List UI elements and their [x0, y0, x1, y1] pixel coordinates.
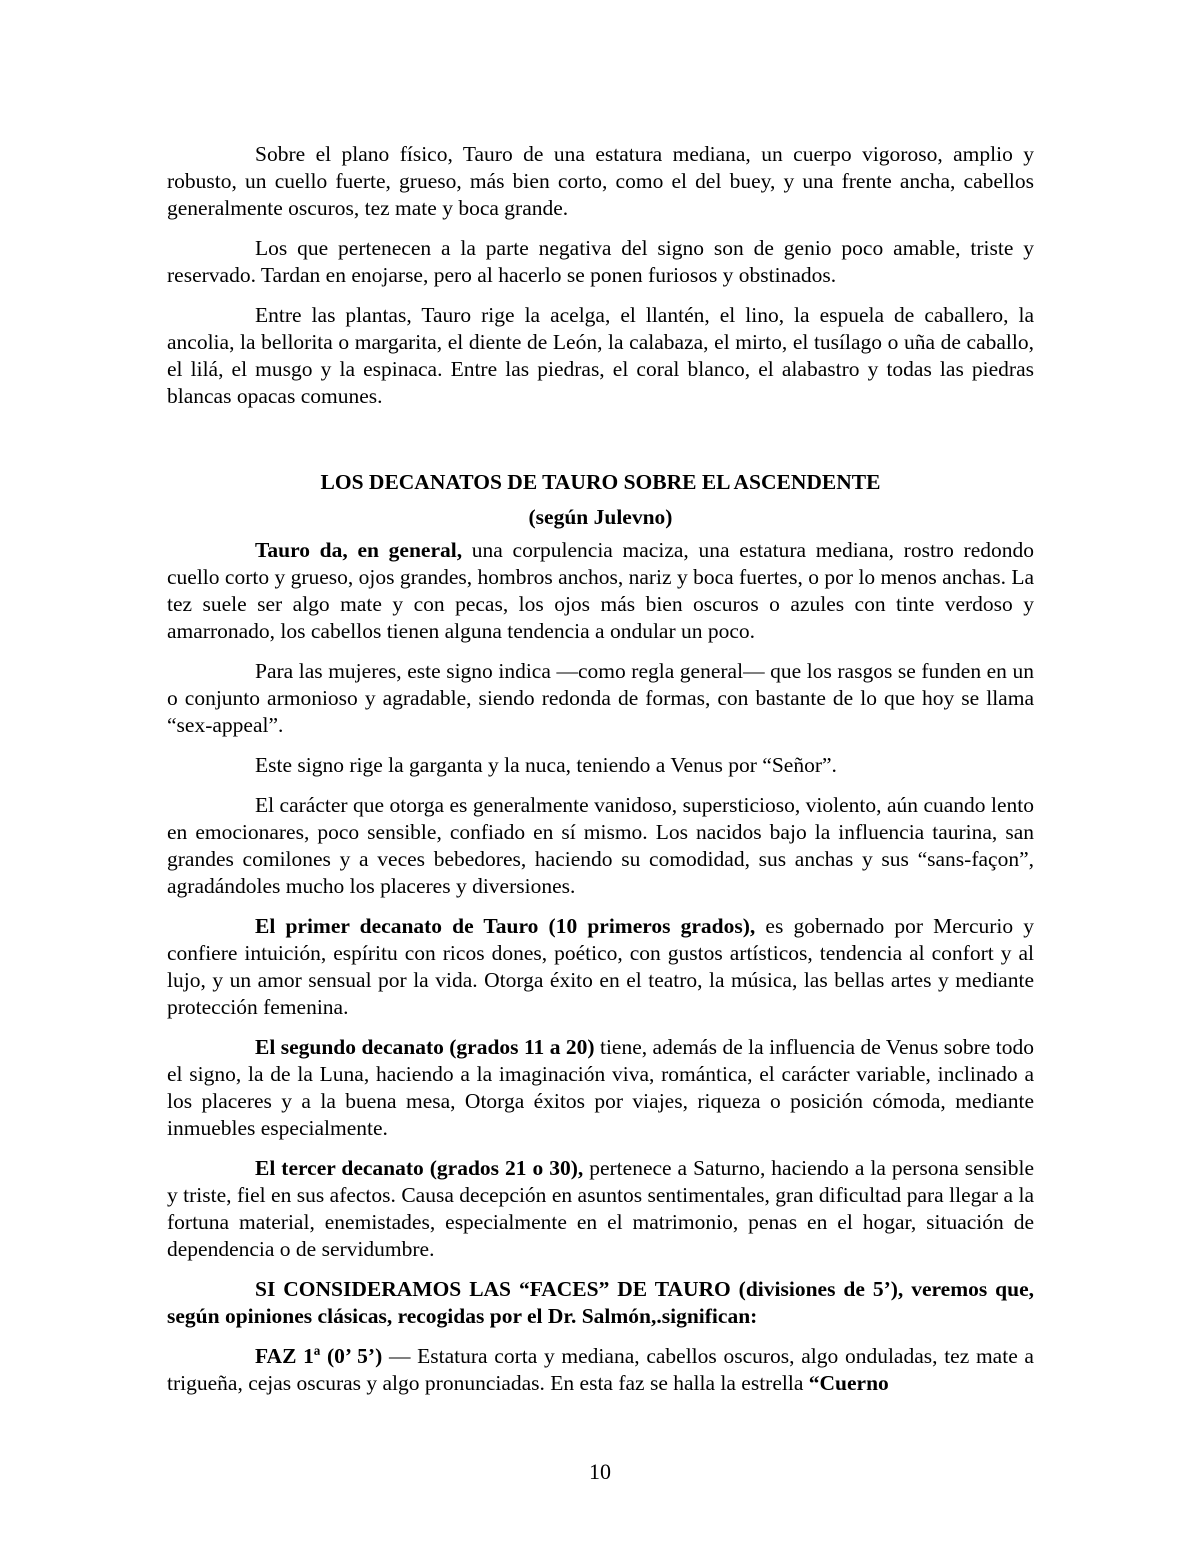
section-subtitle: (según Julevno)	[528, 505, 673, 529]
paragraph-women: Para las mujeres, este signo indica —como regla general— que los rasgos se funden en un o conjunto armonioso y agradable, siendo redonda de formas, con bastante de lo que hoy se llama “sex-appeal”.	[167, 659, 1034, 737]
first-decanate-text: es gobernado por Mercurio y confiere intuición, espíritu con ricos dones, poético, con gustos artísticos, tendencia al confort y al lujo, y un amor sensual por la vida. Otorga éxito en el teatro, la música, las bellas artes y mediante protección femenina.	[167, 914, 1034, 1019]
face-1-tail: “Cuerno	[808, 1371, 889, 1395]
second-decanate-lead: El segundo decanato (grados 11 a 20)	[255, 1035, 595, 1059]
paragraph-faces-intro: SI CONSIDERAMOS LAS “FACES” DE TAURO (divisiones de 5’), veremos que, según opiniones clásicas, recogidas por el Dr. Salmón,.significan:	[167, 1277, 1034, 1328]
paragraph-general-text: una corpulencia maciza, una estatura mediana, rostro redondo cuello corto y grueso, ojos grandes, hombros anchos, nariz y boca fuertes, o por lo menos anchas. La tez suele ser algo mate y con pecas, los ojos más bien oscuros o azules con tinte verdoso y amarronado, los cabellos tienen alguna tendencia a ondular un poco.	[167, 538, 1034, 643]
third-decanate-lead: El tercer decanato (grados 21 o 30),	[255, 1156, 584, 1180]
paragraph-rules: Este signo rige la garganta y la nuca, teniendo a Venus por “Señor”.	[255, 753, 837, 777]
paragraph-plants: Entre las plantas, Tauro rige la acelga, el llantén, el lino, la espuela de caballero, la ancolia, la bellorita o margarita, el diente de León, la calabaza, el mirto, el tusílago o uña de caballo, el lilá, el musgo y la espinaca. Entre las piedras, el coral blanco, el alabastro y todas las piedras blancas opacas comunes.	[167, 303, 1034, 408]
paragraph-negative: Los que pertenecen a la parte negativa del signo son de genio poco amable, triste y reservado. Tardan en enojarse, pero al hacerlo se ponen furiosos y obstinados.	[167, 236, 1034, 287]
paragraph-general-lead: Tauro da, en general,	[255, 538, 463, 562]
page-number: 10	[589, 1459, 611, 1484]
face-1-lead: FAZ 1ª (0’ 5’)	[255, 1344, 383, 1368]
page-body	[167, 141, 1034, 1410]
section-title: LOS DECANATOS DE TAURO SOBRE EL ASCENDENTE	[320, 470, 881, 494]
paragraph-third-decanate	[167, 1155, 1034, 1263]
paragraph-character: El carácter que otorga es generalmente vanidoso, supersticioso, violento, aún cuando lento en emocionares, poco sensible, confiado en sí mismo. Los nacidos bajo la influencia taurina, san grandes comilones y a veces bebedores, haciendo su comodidad, sus anchas y sus “sans-façon”, agradándoles mucho los placeres y diversiones.	[167, 793, 1034, 898]
paragraph-face-1	[167, 1343, 1034, 1397]
face-1-text: — Estatura corta y mediana, cabellos oscuros, algo onduladas, tez mate a trigueña, cejas oscuras y algo pronunciadas. En esta faz se halla la estrella	[167, 1344, 1034, 1395]
third-decanate-text: pertenece a Saturno, haciendo a la persona sensible y triste, fiel en sus afectos. Causa decepción en asuntos sentimentales, gran dificultad para llegar a la fortuna material, enemistades, especialmente en el matrimonio, penas en el hogar, situación de dependencia o de servidumbre.	[167, 1156, 1034, 1261]
paragraph-physical: Sobre el plano físico, Tauro de una estatura mediana, un cuerpo vigoroso, amplio y robusto, un cuello fuerte, grueso, más bien corto, como el del buey, y una frente ancha, cabellos generalmente oscuros, tez mate y boca grande.	[167, 142, 1034, 220]
section-gap	[167, 423, 1034, 469]
second-decanate-text: tiene, además de la influencia de Venus sobre todo el signo, la de la Luna, haciendo a la imaginación viva, romántica, el carácter variable, inclinado a los placeres y a la buena mesa, Otorga éxitos por viajes, riqueza o posición cómoda, mediante inmuebles especialmente.	[167, 1035, 1034, 1140]
paragraph-general	[167, 537, 1034, 645]
paragraph-first-decanate	[167, 913, 1034, 1021]
paragraph-second-decanate	[167, 1034, 1034, 1142]
first-decanate-lead: El primer decanato de Tauro (10 primeros grados),	[255, 914, 756, 938]
